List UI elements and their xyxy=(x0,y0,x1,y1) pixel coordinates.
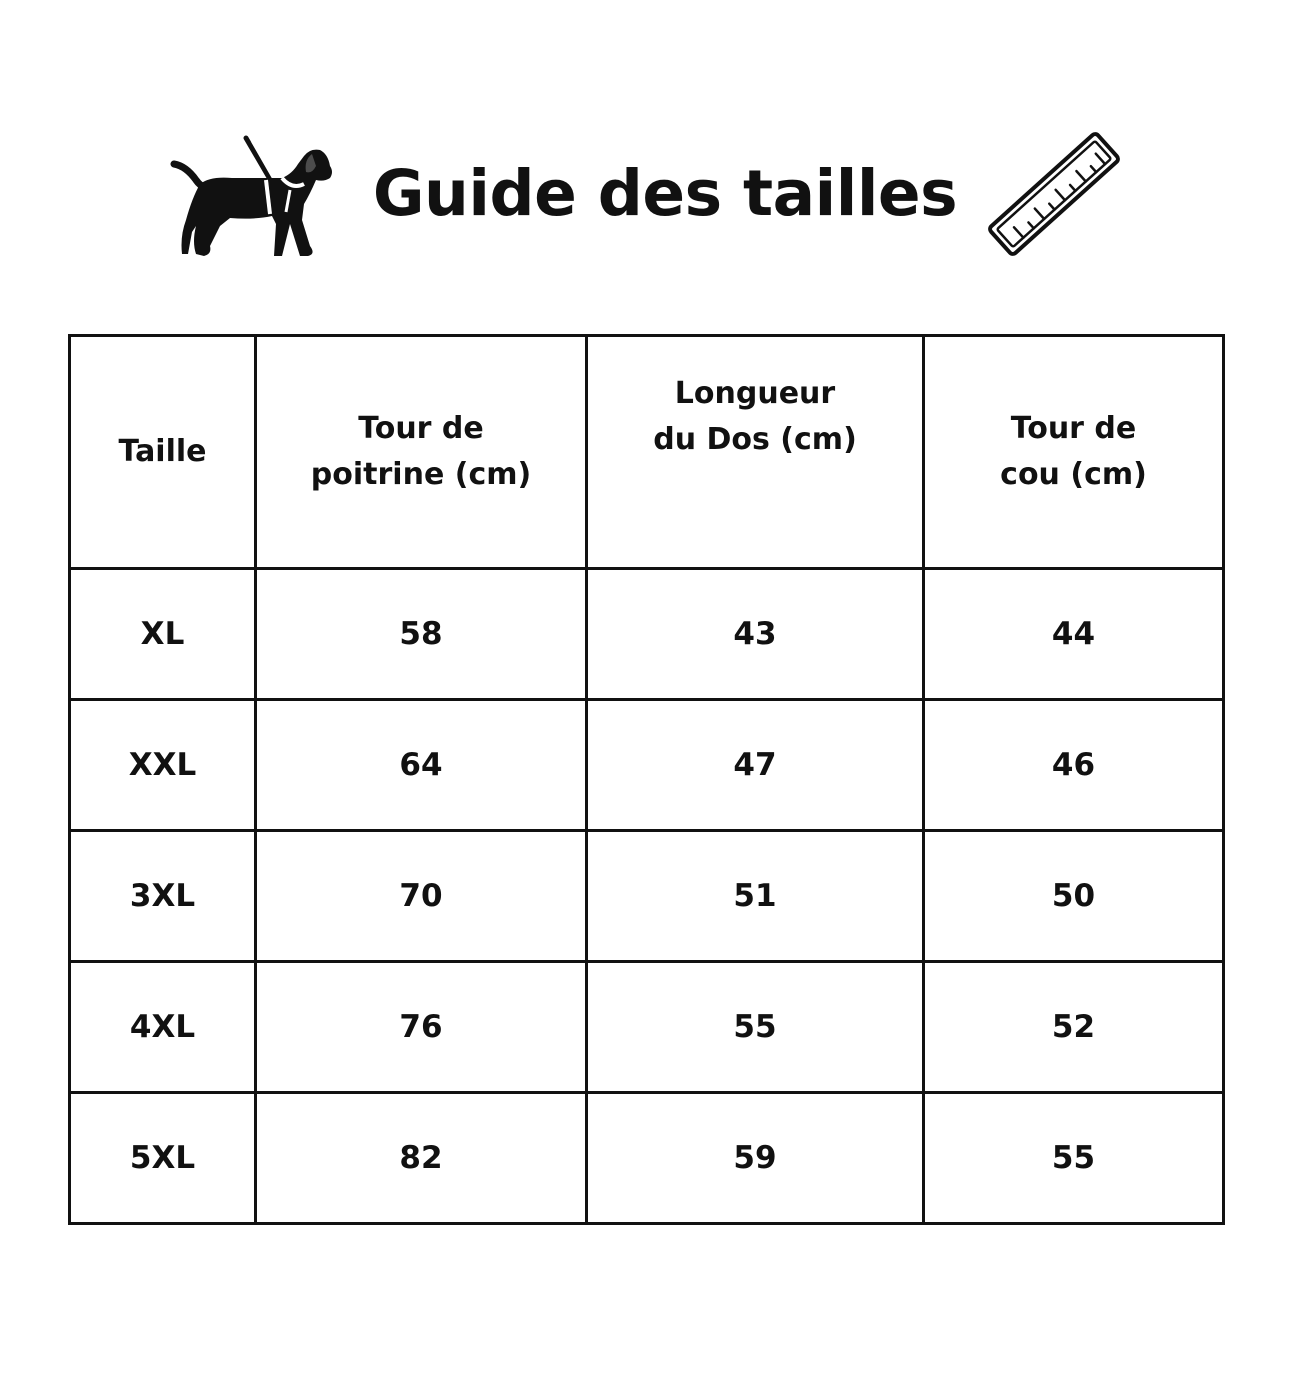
cell-taille: 5XL xyxy=(70,1093,256,1224)
guide-dog-harness-icon xyxy=(170,128,338,258)
cell-tour-de-poitrine: 58 xyxy=(256,569,587,700)
header-line: Tour de xyxy=(358,411,484,446)
cell-taille: 3XL xyxy=(70,831,256,962)
table-row xyxy=(70,700,1224,831)
cell-longueur-du-dos: 47 xyxy=(587,700,924,831)
cell-longueur-du-dos: 55 xyxy=(587,962,924,1093)
cell-tour-de-cou: 55 xyxy=(924,1093,1224,1224)
ruler-icon xyxy=(985,126,1123,262)
table-row xyxy=(70,1093,1224,1224)
table-row xyxy=(70,962,1224,1093)
cell-taille: XL xyxy=(70,569,256,700)
header-longueur-du-dos xyxy=(587,336,924,569)
cell-tour-de-poitrine: 70 xyxy=(256,831,587,962)
table-row xyxy=(70,831,1224,962)
header-line: du Dos (cm) xyxy=(653,422,857,457)
cell-tour-de-poitrine: 82 xyxy=(256,1093,587,1224)
cell-tour-de-poitrine: 64 xyxy=(256,700,587,831)
header-line: Taille xyxy=(118,434,207,469)
cell-taille: XXL xyxy=(70,700,256,831)
header-line: poitrine (cm) xyxy=(310,457,532,492)
header-line: Longueur xyxy=(674,376,836,411)
header-tour-de-cou xyxy=(924,336,1224,569)
cell-longueur-du-dos: 51 xyxy=(587,831,924,962)
table-header-row xyxy=(70,336,1224,569)
table-row xyxy=(70,569,1224,700)
page-title: Guide des tailles xyxy=(372,157,958,230)
cell-tour-de-cou: 52 xyxy=(924,962,1224,1093)
cell-tour-de-cou: 46 xyxy=(924,700,1224,831)
header-tour-de-poitrine xyxy=(256,336,587,569)
page-header xyxy=(0,120,1290,265)
cell-longueur-du-dos: 43 xyxy=(587,569,924,700)
cell-tour-de-cou: 50 xyxy=(924,831,1224,962)
cell-tour-de-poitrine: 76 xyxy=(256,962,587,1093)
header-line: Tour de xyxy=(1010,411,1137,446)
header-line: cou (cm) xyxy=(1000,457,1147,492)
header-taille xyxy=(70,336,256,569)
cell-tour-de-cou: 44 xyxy=(924,569,1224,700)
size-guide-table xyxy=(68,334,1225,1225)
cell-longueur-du-dos: 59 xyxy=(587,1093,924,1224)
cell-taille: 4XL xyxy=(70,962,256,1093)
